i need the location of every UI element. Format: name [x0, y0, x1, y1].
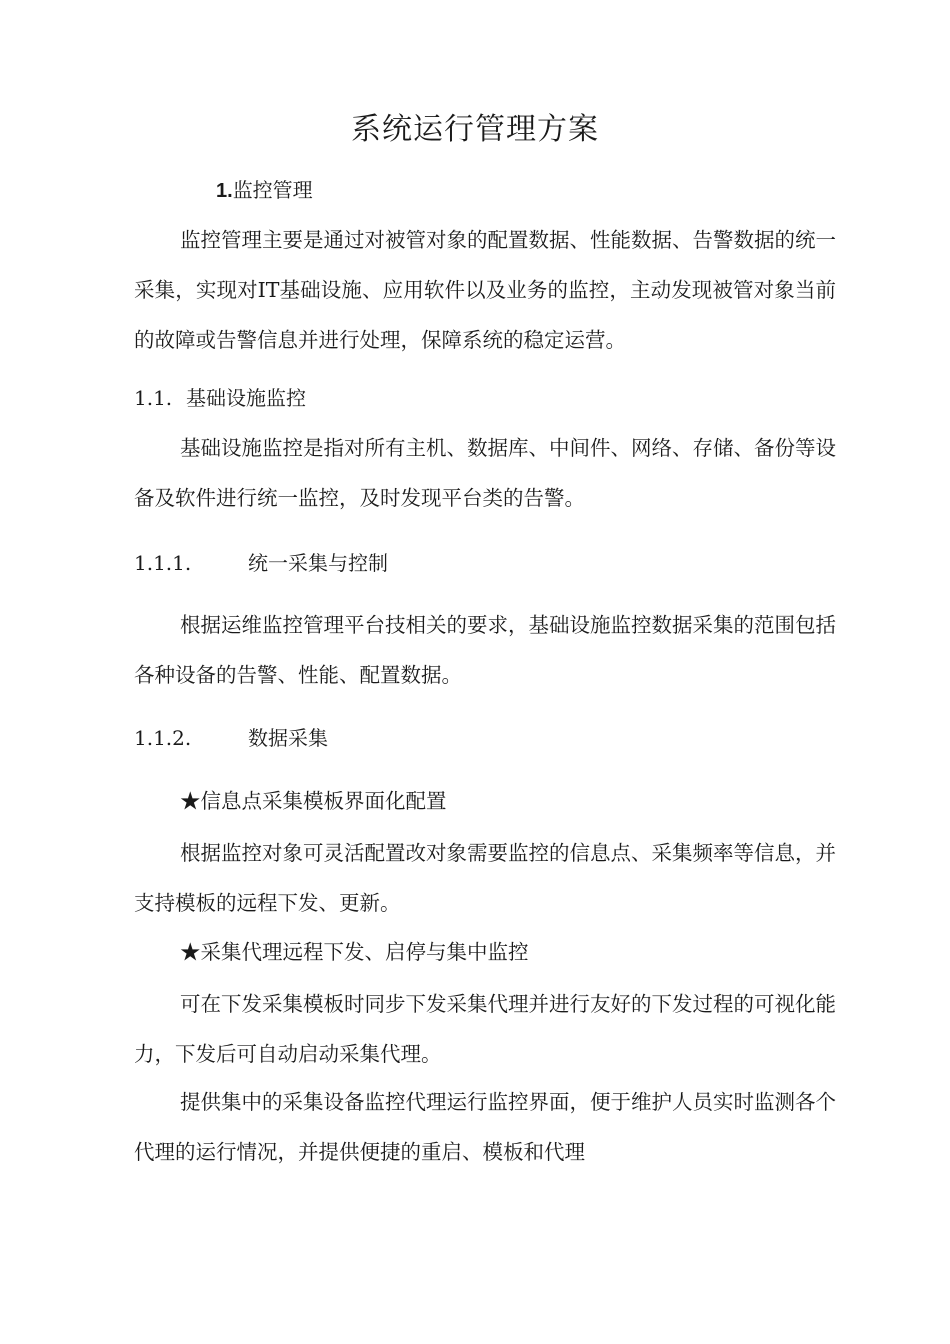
paragraph-agent-monitoring: 提供集中的采集设备监控代理运行监控界面，便于维护人员实时监测各个代理的运行情况，并提供便捷的重启、模板和代理	[134, 1090, 836, 1164]
section-number: 1.1.2.	[134, 726, 192, 750]
section-title: 统一采集与控制	[248, 551, 388, 575]
document-title: 系统运行管理方案	[351, 112, 599, 147]
section-title: 数据采集	[248, 726, 328, 750]
paragraph-agent-deploy: 可在下发采集模板时同步下发采集代理并进行友好的下发过程的可视化能力，下发后可自动启动采集代理。	[134, 992, 836, 1066]
item-heading-template-config: ★信息点采集模板界面化配置	[180, 789, 447, 813]
section-heading-1	[216, 175, 313, 206]
paragraph-unified-collection: 根据运维监控管理平台技相关的要求，基础设施监控数据采集的范围包括各种设备的告警、性能、配置数据。	[134, 613, 836, 687]
section-number: 1.1.1.	[134, 551, 192, 575]
section-title: 监控管理	[232, 178, 313, 202]
paragraph-template-config: 根据监控对象可灵活配置改对象需要监控的信息点、采集频率等信息，并支持模板的远程下发、更新。	[134, 841, 836, 915]
section-number: 1.	[216, 180, 233, 202]
item-heading-agent-deploy: ★采集代理远程下发、启停与集中监控	[180, 940, 529, 964]
section-number: 1.1.	[134, 386, 173, 410]
section-heading-1-1	[134, 383, 306, 413]
paragraph-monitoring-intro: 监控管理主要是通过对被管对象的配置数据、性能数据、告警数据的统一采集，实现对IT基础设施、应用软件以及业务的监控，主动发现被管对象当前的故障或告警信息并进行处理，保障系统的稳定运营。	[134, 228, 836, 352]
section-title: 基础设施监控	[186, 386, 306, 410]
paragraph-infrastructure: 基础设施监控是指对所有主机、数据库、中间件、网络、存储、备份等设备及软件进行统一监控，及时发现平台类的告警。	[134, 436, 836, 510]
section-heading-1-1-1	[134, 548, 388, 578]
section-heading-1-1-2	[134, 723, 328, 753]
